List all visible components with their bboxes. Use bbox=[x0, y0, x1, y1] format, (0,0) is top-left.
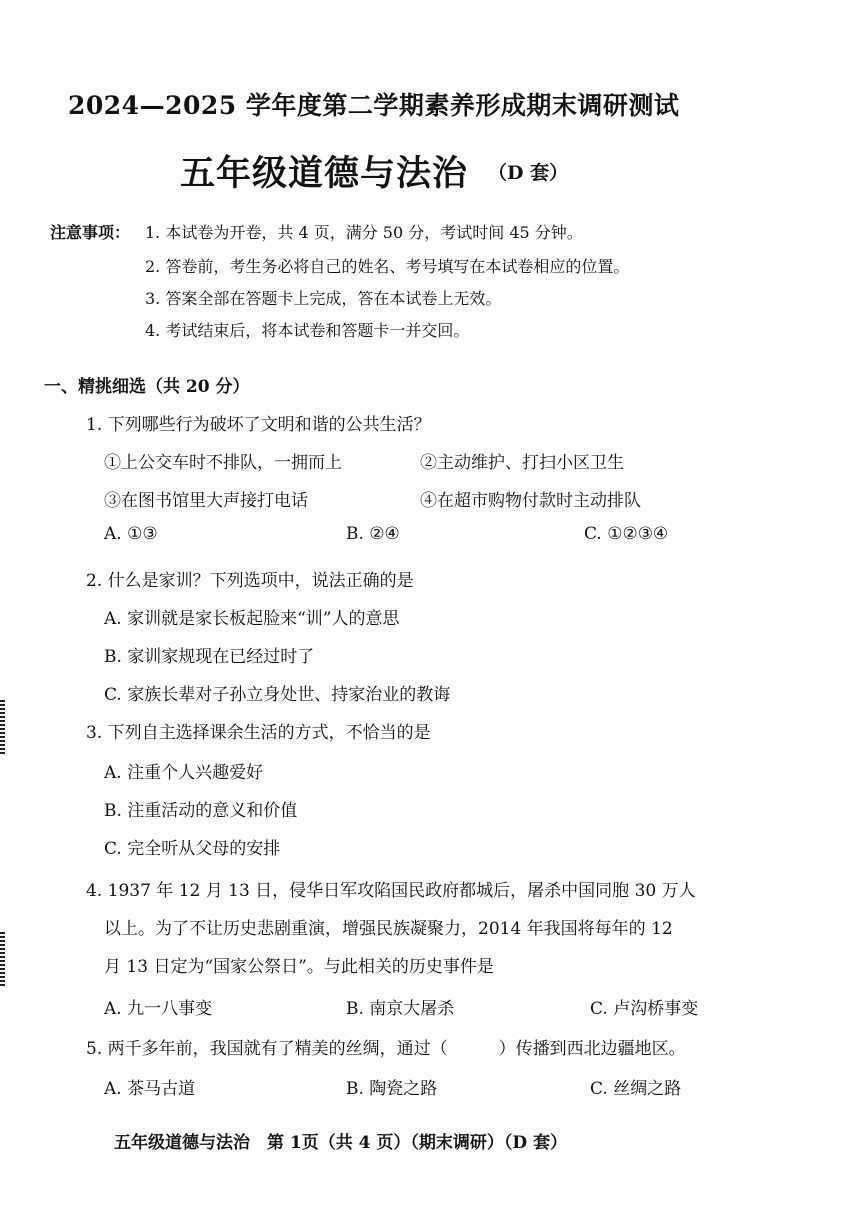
answer-option: A. 家训就是家长板起脸来“训”人的意思 bbox=[104, 609, 400, 629]
answer-option: B. 陶瓷之路 bbox=[346, 1079, 438, 1099]
question-stem-continued: 月 13 日定为“国家公祭日”。与此相关的历史事件是 bbox=[104, 957, 494, 977]
question-stem: 4. 1937 年 12 月 13 日，侵华日军攻陷国民政府都城后，屠杀中国同胞 30 万人 bbox=[86, 881, 696, 901]
notice-item: 2. 答卷前，考生务必将自己的姓名、考号填写在本试卷相应的位置。 bbox=[145, 257, 630, 276]
notice-item: 4. 考试结束后，将本试卷和答题卡一并交回。 bbox=[145, 321, 470, 340]
answer-option: C. 家族长辈对子孙立身处世、持家治业的教诲 bbox=[104, 685, 451, 705]
notice-item: 1. 本试卷为开卷，共 4 页，满分 50 分，考试时间 45 分钟。 bbox=[145, 223, 583, 242]
binding-perforation bbox=[0, 700, 5, 756]
answer-option: B. 家训家规现在已经过时了 bbox=[104, 647, 315, 667]
binding-perforation bbox=[0, 932, 5, 988]
answer-option: C. 卢沟桥事变 bbox=[590, 999, 699, 1019]
question-item: ④在超市购物付款时主动排队 bbox=[420, 491, 641, 511]
question-stem: 2. 什么是家训？下列选项中，说法正确的是 bbox=[86, 571, 414, 591]
question-stem: 1. 下列哪些行为破坏了文明和谐的公共生活？ bbox=[86, 415, 431, 435]
exam-title: 2024—2025 学年度第二学期素养形成期末调研测试 bbox=[68, 91, 680, 120]
question-stem-continued: 以上。为了不让历史悲剧重演，增强民族凝聚力，2014 年我国将每年的 12 bbox=[104, 919, 673, 939]
question-item: ③在图书馆里大声接打电话 bbox=[104, 491, 308, 511]
answer-option: A. ①③ bbox=[104, 524, 158, 544]
question-item: ①上公交车时不排队，一拥而上 bbox=[104, 453, 342, 473]
notice-item: 3. 答案全部在答题卡上完成，答在本试卷上无效。 bbox=[145, 289, 502, 308]
answer-option: A. 茶马古道 bbox=[104, 1079, 196, 1099]
notice-label: 注意事项： bbox=[50, 223, 131, 242]
answer-option: B. 南京大屠杀 bbox=[346, 999, 455, 1019]
question-stem: 3. 下列自主选择课余生活的方式，不恰当的是 bbox=[86, 723, 431, 743]
answer-option: A. 注重个人兴趣爱好 bbox=[104, 763, 264, 783]
subject-title: 五年级道德与法治 bbox=[180, 153, 469, 194]
section-heading: 一、精挑细选（共 20 分） bbox=[44, 377, 250, 397]
question-item: ②主动维护、打扫小区卫生 bbox=[420, 453, 624, 473]
variant-label: （D 套） bbox=[488, 162, 569, 184]
answer-option: C. 完全听从父母的安排 bbox=[104, 839, 281, 859]
answer-option: B. ②④ bbox=[346, 524, 400, 544]
answer-option: C. 丝绸之路 bbox=[590, 1079, 682, 1099]
answer-option: A. 九一八事变 bbox=[104, 999, 213, 1019]
page-footer: 五年级道德与法治 第 1页（共 4 页）（期末调研）（D 套） bbox=[114, 1133, 568, 1153]
answer-option: B. 注重活动的意义和价值 bbox=[104, 801, 298, 821]
answer-option: C. ①②③④ bbox=[584, 524, 669, 544]
question-stem: 5. 两千多年前，我国就有了精美的丝绸，通过（ ）传播到西北边疆地区。 bbox=[86, 1039, 686, 1059]
